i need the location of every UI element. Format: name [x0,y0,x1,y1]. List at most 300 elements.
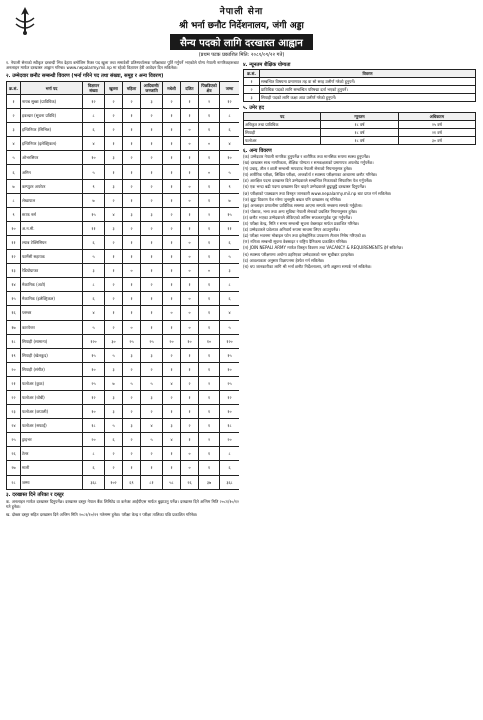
table-cell: १ [199,250,220,264]
table-cell: सिपाही पदको लागि कक्षा आठ उत्तीर्ण गरेको हुनुपर्ने। [260,94,476,102]
table-cell: सिपाही (खेलकुद) [21,348,83,362]
note-item: (थ) स्वास्थ्य परीक्षणमा अयोग्य ठहरिएका उम्मेदवारको नाम सूचीबाट हटाइनेछ। [243,251,355,257]
table-cell: २ [199,376,220,390]
table-cell: १ [123,123,141,137]
table-cell: १८ वर्ष [321,137,398,145]
notes-title: ६. अन्य विवरण [243,148,272,154]
table-cell: २ [163,390,181,404]
table-cell: २१ [7,376,21,390]
table-cell: १ [141,292,163,306]
table-cell: कम्प्युटर अपरेटर [21,179,83,193]
table-cell: ५ [105,419,123,433]
table-row [7,306,240,320]
table-cell: ३ [244,94,260,102]
col-header: अधिकतम [398,113,475,121]
table-cell: ६ [220,235,240,249]
table-cell: १ [199,151,220,165]
section1-title: २. उम्मेदवार छनौट सम्बन्धी विवरण (भर्ना गरिने पद तथा संख्या, समूह र अन्य विवरण) [6,73,164,79]
table-cell: १ [141,320,163,334]
table-cell: ८ [220,447,240,461]
qualification-title: ४. न्यूनतम शैक्षिक योग्यता [243,62,291,68]
table-cell: ५ [220,320,240,334]
table-cell: ७ [105,376,123,390]
table-cell: ४ [220,137,240,151]
table-cell: ७ [83,193,105,207]
table-cell: १ [7,95,21,109]
table-cell: १ [163,461,181,475]
table-row [7,334,240,348]
table-cell: १ [181,95,199,109]
age-limit-title: ५. उमेर हद [243,105,265,111]
table-cell: १९ [7,348,21,362]
table-cell: १ [141,461,163,475]
table-cell: १ [181,151,199,165]
table-cell: २५ [7,433,21,447]
table-row [7,390,240,404]
table-row [7,362,240,376]
table-cell: ३ [105,151,123,165]
table-cell: १ [199,461,220,475]
table-cell: २६ [181,475,199,489]
col-header: विज्ञापन संख्या [83,82,105,95]
table-cell: २३ [7,405,21,419]
table-cell: १ [141,235,163,249]
qualification-table [243,69,476,102]
table-cell: २६ [7,447,21,461]
table-cell: टेलर [21,447,83,461]
table-cell: ९ [7,207,21,221]
table-cell: २ [163,348,181,362]
table-cell: ३ [83,264,105,278]
table-cell: १ [181,433,199,447]
table-cell: १ [141,137,163,151]
table-cell: ५८ [163,475,181,489]
table-cell: ५ [83,320,105,334]
table-row [244,121,476,129]
table-cell: नायब सुब्बा (प्राविधिक) [21,95,83,109]
table-cell: इन्जिनियर (सिभिल) [21,123,83,137]
table-cell: कारपेन्टर [21,320,83,334]
col-header: पद [244,113,321,121]
table-cell: १ [163,235,181,249]
table-cell: १ [199,193,220,207]
table-cell: लेखापाल [21,193,83,207]
note-item: (त) JOIN NEPALI ARMY मार्फत विस्तृत विवरण तथा VACANCY & REQUIREMENTS हेर्न सकिनेछ। [243,245,403,251]
table-cell: फलोअर (कुक) [21,376,83,390]
table-cell: ५ [141,376,163,390]
table-cell: २ [7,109,21,123]
table-row [7,151,240,165]
table-cell: ३ [141,390,163,404]
table-cell: २५ [141,334,163,348]
table-cell: ० [181,179,199,193]
vacancy-table-body [7,95,240,490]
table-cell: २५ [123,334,141,348]
table-cell: १० [220,362,240,376]
table-cell: १ [123,461,141,475]
table-cell: ३ [163,419,181,433]
table-cell: ३ [105,179,123,193]
table-cell: ० [181,461,199,475]
table-row [7,461,240,475]
table-cell: १२ [7,250,21,264]
table-cell: ३० वर्ष [398,137,475,145]
table-cell: ४ [105,207,123,221]
table-cell: अधिकृत तथा प्राविधिक [244,121,321,129]
table-cell: स्टाफ नर्स [21,207,83,221]
table-row [7,193,240,207]
table-cell: १६ [7,306,21,320]
table-cell: सिपाही (सामान्य) [21,334,83,348]
header-banner: सैन्य पदको लागि दरखास्त आह्वान [170,34,313,50]
table-cell: प्लम्बर [21,306,83,320]
table-cell: ३ [7,123,21,137]
table-cell: १० [83,405,105,419]
col-header: दलित [181,82,199,95]
table-cell: १० [83,151,105,165]
table-cell: ३ [141,207,163,221]
table-cell: अ.न.मी. [21,221,83,235]
table-cell: २५ [220,376,240,390]
table-cell: ३० [105,334,123,348]
table-cell: सिपाही (संगीत) [21,362,83,376]
header [6,4,477,62]
table-cell: २ [244,86,260,94]
table-cell: ८ [220,278,240,292]
table-cell: १ [199,179,220,193]
table-cell: १ [105,264,123,278]
table-cell: २२ [7,390,21,404]
table-cell: ओभरसियर [21,151,83,165]
table-cell: १ [181,207,199,221]
table-cell: १ [163,193,181,207]
notes-list [243,155,476,269]
table-cell: २ [123,405,141,419]
table-cell: १ [105,250,123,264]
table-cell: १ [141,165,163,179]
table-cell: २८ [7,475,21,489]
table-cell: ० [181,235,199,249]
table-cell: ४ [141,419,163,433]
note-item: (झ) अनलाइन प्रणालीमा प्राविधिक समस्या आएमा सम्पर्क नम्बरमा सम्पर्क गर्नुहोला। [243,202,363,208]
vacancy-table-header [7,82,240,95]
col-header: पिछडिएको क्षेत्र [199,82,220,95]
table-cell: ० [181,264,199,278]
table-cell: १ [199,292,220,306]
table-cell: ड्राइभर [21,433,83,447]
table-cell: १ [163,165,181,179]
note-item: (ग) उचाइ, तौल र छाती सम्बन्धी मापदण्ड नेपाली सेनाको नियमानुसार हुनेछ। [243,166,353,172]
application-text-2: ख. दोब्बर दस्तुर सहित दरखास्त दिने अन्तिम मिति २०८१/१०/१९ गतेसम्म हुनेछ। परीक्षा केन्द्र र परीक्षा तालिका पछि प्रकाशित गरिनेछ। [6,511,198,517]
table-cell: १ [123,292,141,306]
table-cell: १०२ [105,475,123,489]
table-cell: २ [105,292,123,306]
table-row [7,235,240,249]
table-cell: २ [141,109,163,123]
application-text-1: क. अनलाइन मार्फत दरखास्त दिनुपर्नेछ। दरखास्त दस्तुर नेपाल बैंक लिमिटेड वा कनेक्ट आईपीएस मार्फत बुझाउनु पर्नेछ। दरखास्त दिने अन्तिम मिति २०८१/१०/१२ गते हुनेछ। [6,498,239,509]
note-item: (घ) शारीरिक परीक्षा, लिखित परीक्षा, अन्तर्वार्ता र स्वास्थ्य परीक्षणका आधारमा छनौट गरिनेछ। [243,172,378,178]
table-cell: २ [181,419,199,433]
table-cell: १ [244,78,260,86]
table-cell: सम्बन्धित विषयमा प्रमाणपत्र तह वा सो सरह उत्तीर्ण गरेको हुनुपर्ने। [260,78,476,86]
table-cell: ५ [7,151,21,165]
note-item: (द) आवश्यकता अनुसार विज्ञापनमा हेरफेर गर्न सकिनेछ। [243,257,325,263]
table-cell: १ [141,123,163,137]
table-row [7,250,240,264]
table-cell: ल्याब टेक्निसियन [21,235,83,249]
col-header: भर्ना पद [21,82,83,95]
table-cell: १ [199,348,220,362]
table-cell: २४ [7,419,21,433]
table-row [7,278,240,292]
table-cell: १ [123,109,141,123]
table-cell: १८ वर्ष [321,121,398,129]
table-cell: ० [181,137,199,151]
table-cell: १ [123,137,141,151]
table-cell: १ [181,390,199,404]
table-cell: १२ [83,390,105,404]
table-cell: १ [163,123,181,137]
col-header: क्र.सं. [244,70,260,78]
table-cell: ८ [220,109,240,123]
header-subtitle: श्री भर्ना छनौट निर्देशनालय, जंगी अड्डा [179,21,304,31]
table-cell: १ [199,221,220,235]
table-cell: १० [220,151,240,165]
table-cell: २० [220,433,240,447]
table-cell: १२० [220,334,240,348]
table-cell: २५ वर्ष [398,121,475,129]
note-item: (छ) परीक्षाको पाठ्यक्रम तथा विस्तृत जानकारी www.nepalarmy.mil.np बाट प्राप्त गर्न सकिनेछ। [243,190,392,196]
nepal-army-emblem-icon [12,6,38,36]
table-cell: २ [105,95,123,109]
table-cell: मेकानिक (इलेक्ट्रिकल) [21,292,83,306]
table-cell: २ [141,278,163,292]
table-cell: १ [181,348,199,362]
table-cell: ८१ [141,475,163,489]
table-cell: २१ वर्ष [398,129,475,137]
table-cell: ११ [7,235,21,249]
table-cell: हवल्दार (सूचना प्रविधि) [21,109,83,123]
table-cell: २ [199,207,220,221]
table-cell: ० [181,292,199,306]
table-cell: १० [7,221,21,235]
table-cell: १२ [83,95,105,109]
table-cell: ४ [220,306,240,320]
table-cell: २ [123,433,141,447]
table-cell: २ [123,151,141,165]
table-cell: १ [123,306,141,320]
table-cell: ११ [220,221,240,235]
age-limit-table [243,112,476,145]
table-row [7,475,240,489]
table-cell: ० [163,306,181,320]
table-cell: ३ [141,95,163,109]
table-cell: १५ [220,348,240,362]
table-cell: ५ [141,433,163,447]
table-cell: २ [141,179,163,193]
table-cell: ८ [83,278,105,292]
table-cell: २ [141,221,163,235]
table-cell: १ [141,306,163,320]
table-cell: ० [181,123,199,137]
table-cell: १० [181,334,199,348]
table-cell: १० [220,405,240,419]
note-item: (ङ) आरक्षित पदमा दरखास्त दिने उम्मेदवारले सम्बन्धित निकायको सिफारिस पेश गर्नुपर्नेछ। [243,178,373,184]
table-cell: ६ [7,165,21,179]
table-cell: २ [105,235,123,249]
table-row [7,165,240,179]
table-cell: ८ [83,447,105,461]
table-cell: फलोअर (कपाली) [21,405,83,419]
table-cell: २० [7,362,21,376]
table-cell: २५ [83,376,105,390]
table-cell: १० [199,334,220,348]
table-cell: ० [181,250,199,264]
table-cell: ६ [83,235,105,249]
table-cell: १८ वर्ष [321,129,398,137]
table-cell: ३ [105,405,123,419]
table-cell: ४ [163,376,181,390]
table-cell: २० [163,334,181,348]
table-cell: ५ [83,165,105,179]
table-cell: ३ [105,221,123,235]
table-cell: ३७ [199,475,220,489]
table-cell: १२ [220,95,240,109]
table-cell: ८ [7,193,21,207]
table-cell: ५ [220,250,240,264]
table-cell: ९ [220,179,240,193]
table-cell: १ [199,405,220,419]
table-cell: १ [141,264,163,278]
table-cell: ५ [220,165,240,179]
col-header: आदिवासी/जनजाति [141,82,163,95]
table-cell: ० [181,320,199,334]
table-row [7,95,240,109]
table-row [244,129,476,137]
table-cell: ५ [123,376,141,390]
table-cell: फलोअर (सफाई) [21,419,83,433]
col-header: महिला [123,82,141,95]
table-cell: २ [163,95,181,109]
table-cell: २ [105,278,123,292]
table-row [7,137,240,151]
table-cell: ६ [83,292,105,306]
table-cell: ४ [83,137,105,151]
table-cell: २ [141,151,163,165]
table-row [7,179,240,193]
header-title: नेपाली सेना [219,7,264,17]
table-cell: ० [199,137,220,151]
table-row [7,405,240,419]
table-cell: २ [105,123,123,137]
table-row [7,292,240,306]
col-header: मधेशी [163,82,181,95]
table-row [7,419,240,433]
table-cell: १ [123,278,141,292]
table-cell: १८ [83,419,105,433]
table-cell: फलोअर (धोबी) [21,390,83,404]
left-column [6,60,239,712]
table-cell: १ [199,320,220,334]
right-column [243,60,476,712]
table-cell: १ [105,165,123,179]
table-cell: १ [163,405,181,419]
table-cell: २ [141,447,163,461]
table-cell: २ [163,221,181,235]
table-cell: १ [181,221,199,235]
table-cell: २ [123,179,141,193]
table-cell: ६ [220,123,240,137]
table-row [7,221,240,235]
table-row [244,137,476,145]
table-cell: प्राविधिक पदको लागि सम्बन्धित परिषद्मा दर्ता भएको हुनुपर्ने। [260,86,476,94]
table-cell: १ [181,278,199,292]
table-cell: १ [163,250,181,264]
table-row [7,376,240,390]
table-cell: १० [83,362,105,376]
note-item: (क) उम्मेदवार नेपाली नागरिक हुनुपर्नेछ र शारीरिक तथा मानसिक रूपमा स्वस्थ हुनुपर्नेछ। [243,154,371,159]
col-header: खुल्ला [105,82,123,95]
table-cell: १ [163,151,181,165]
note-item: (ण) नतिजा सम्बन्धी सूचना वेबसाइट र राष्ट्रिय दैनिकमा प्रकाशित गरिनेछ। [243,239,348,245]
table-cell: ६ [83,123,105,137]
table-cell: ४ [7,137,21,151]
table-cell: ३ [105,390,123,404]
col-header: जम्मा [220,82,240,95]
table-cell: २ [105,447,123,461]
table-cell: ३६८ [83,475,105,489]
table-cell: १ [181,109,199,123]
note-item: (ध) थप जानकारीका लागि श्री भर्ना छनौट निर्देशनालय, जंगी अड्डामा सम्पर्क गर्न सकिनेछ। [243,263,372,269]
table-cell: ११ [83,221,105,235]
note-item: (च) एक भन्दा बढी पदमा दरखास्त दिन चाहने उम्मेदवारले छुट्टाछुट्टै दरखास्त दिनुपर्नेछ। [243,184,366,190]
note-item: (ख) दरखास्त साथ नागरिकता, शैक्षिक योग्यता र समकक्षताको प्रमाणपत्र अपलोड गर्नुपर्नेछ। [243,160,374,166]
table-row [7,433,240,447]
table-cell: ० [181,306,199,320]
table-cell: १ [181,362,199,376]
table-cell: १५ [83,348,105,362]
table-cell: १ [199,390,220,404]
table-cell: १ [123,250,141,264]
table-cell: २ [141,193,163,207]
table-cell: १ [199,419,220,433]
table-cell: २ [141,405,163,419]
table-cell: २ [123,447,141,461]
table-cell: २ [141,362,163,376]
table-cell: १ [163,109,181,123]
table-cell: २७ [7,461,21,475]
table-cell: मेकानिक (अटो) [21,278,83,292]
table-cell: १ [163,264,181,278]
table-cell: १५ [7,292,21,306]
table-cell: ५ [83,250,105,264]
table-cell: १ [181,405,199,419]
table-cell: १ [105,306,123,320]
table-cell: १८ [7,334,21,348]
vacancy-table [6,81,239,490]
table-cell: १ [105,137,123,151]
table-cell: ० [123,264,141,278]
table-cell: ६ [220,461,240,475]
table-cell: १४ [7,278,21,292]
note-item: (ठ) परीक्षा केन्द्र, मिति र समय सम्बन्धी सूचना वेबसाइट मार्फत प्रकाशित गरिनेछ। [243,221,360,227]
header-date: (प्रथम पटक प्रकाशित मिति: २०८१/०९/२२ गते) [198,52,285,58]
table-cell: जम्मा [21,475,83,489]
table-cell: ८ [83,109,105,123]
table-row [7,447,240,461]
table-cell: १५ [220,207,240,221]
table-cell: १ [199,109,220,123]
